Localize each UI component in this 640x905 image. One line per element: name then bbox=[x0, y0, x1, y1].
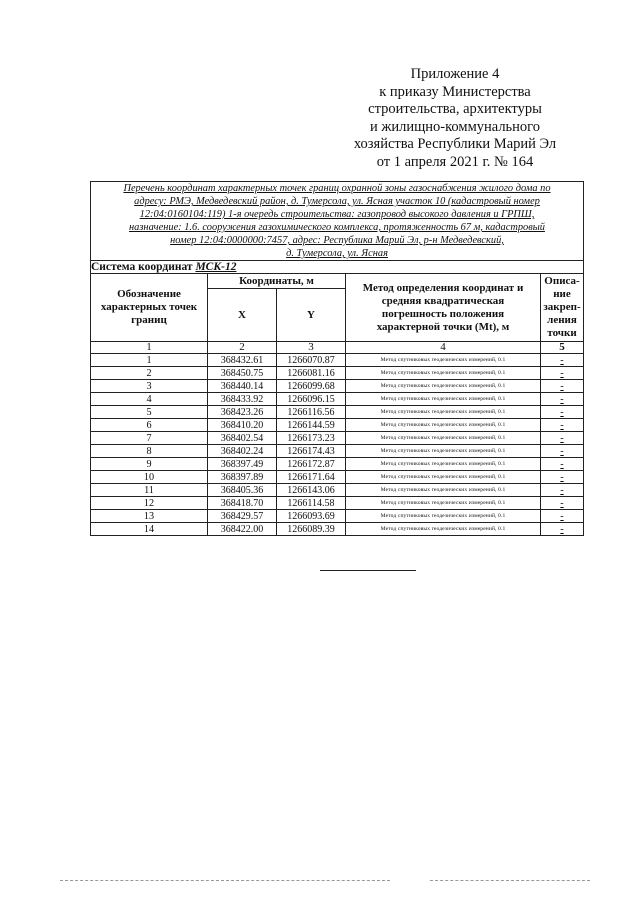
point-number-cell: 3 bbox=[91, 380, 208, 393]
point-number-cell: 9 bbox=[91, 458, 208, 471]
table-row bbox=[91, 523, 584, 536]
coordinate-system-label: Система координат bbox=[91, 261, 193, 273]
col-x-header: X bbox=[208, 289, 277, 342]
method-cell: Метод спутниковых геодезических измерений, 0.1 bbox=[346, 471, 541, 484]
col-number: 1 bbox=[91, 342, 208, 354]
x-cell: 368432.61 bbox=[208, 354, 277, 367]
x-cell: 368423.26 bbox=[208, 406, 277, 419]
description-cell: - bbox=[541, 367, 584, 380]
y-cell: 1266093.69 bbox=[277, 510, 346, 523]
col-method-header: Метод определения координат и средняя квадратическая погрешность положения характерной точки (Mt), м bbox=[346, 274, 541, 342]
table-row bbox=[91, 419, 584, 432]
description-line: д. Тумерсола, ул. Ясная bbox=[286, 248, 388, 259]
method-cell: Метод спутниковых геодезических измерений, 0.1 bbox=[346, 419, 541, 432]
x-cell: 368422.00 bbox=[208, 523, 277, 536]
point-number-cell: 1 bbox=[91, 354, 208, 367]
header-line: строительства, архитектуры bbox=[368, 101, 542, 117]
point-number-cell: 2 bbox=[91, 367, 208, 380]
point-number-cell: 8 bbox=[91, 445, 208, 458]
description-cell: - bbox=[541, 380, 584, 393]
col-number: 4 bbox=[346, 342, 541, 354]
point-number-cell: 12 bbox=[91, 497, 208, 510]
method-cell: Метод спутниковых геодезических измерений, 0.1 bbox=[346, 354, 541, 367]
method-cell: Метод спутниковых геодезических измерений, 0.1 bbox=[346, 497, 541, 510]
y-cell: 1266172.87 bbox=[277, 458, 346, 471]
description-line: адресу: РМЭ, Медведевский район, д. Тумерсола, ул. Ясная участок 10 (кадастровый номер bbox=[134, 196, 540, 207]
y-cell: 1266114.58 bbox=[277, 497, 346, 510]
divider bbox=[430, 880, 590, 881]
point-number-cell: 7 bbox=[91, 432, 208, 445]
method-cell: Метод спутниковых геодезических измерений, 0.1 bbox=[346, 458, 541, 471]
x-cell: 368402.24 bbox=[208, 445, 277, 458]
description-line: Перечень координат характерных точек границ охранной зоны газоснабжения жилого дома по bbox=[123, 183, 551, 194]
coordinates-table bbox=[90, 181, 584, 536]
header-line: и жилищно-коммунального bbox=[369, 118, 541, 135]
table-row bbox=[91, 484, 584, 497]
method-cell: Метод спутниковых геодезических измерений, 0.1 bbox=[346, 484, 541, 497]
y-cell: 1266144.59 bbox=[277, 419, 346, 432]
table-row bbox=[91, 510, 584, 523]
appendix-header bbox=[330, 66, 580, 171]
header-line: хозяйства Республики Марий Эл bbox=[353, 136, 557, 152]
table-row bbox=[91, 367, 584, 380]
y-cell: 1266089.39 bbox=[277, 523, 346, 536]
description-cell: - bbox=[541, 445, 584, 458]
col-number: 3 bbox=[277, 342, 346, 354]
table-row bbox=[91, 445, 584, 458]
description-line: номер 12:04:0000000:7457, адрес: Республика Марий Эл, р-н Медведевский, bbox=[170, 235, 504, 246]
method-cell: Метод спутниковых геодезических измерений, 0.1 bbox=[346, 510, 541, 523]
table-row bbox=[91, 497, 584, 510]
table-row bbox=[91, 393, 584, 406]
table-row bbox=[91, 406, 584, 419]
description-cell: - bbox=[541, 393, 584, 406]
col-number: 2 bbox=[208, 342, 277, 354]
table-row bbox=[91, 458, 584, 471]
point-number-cell: 11 bbox=[91, 484, 208, 497]
y-cell: 1266171.64 bbox=[277, 471, 346, 484]
col-number: 5 bbox=[541, 342, 584, 354]
table-row bbox=[91, 380, 584, 393]
x-cell: 368433.92 bbox=[208, 393, 277, 406]
header-line: к приказу Министерства bbox=[379, 83, 531, 100]
method-cell: Метод спутниковых геодезических измерений, 0.1 bbox=[346, 380, 541, 393]
description-cell: - bbox=[541, 419, 584, 432]
description-cell: - bbox=[541, 432, 584, 445]
coordinate-system bbox=[91, 261, 584, 274]
x-cell: 368402.54 bbox=[208, 432, 277, 445]
y-cell: 1266173.23 bbox=[277, 432, 346, 445]
x-cell: 368440.14 bbox=[208, 380, 277, 393]
point-number-cell: 4 bbox=[91, 393, 208, 406]
x-cell: 368418.70 bbox=[208, 497, 277, 510]
table-row bbox=[91, 471, 584, 484]
point-number-cell: 5 bbox=[91, 406, 208, 419]
x-cell: 368397.89 bbox=[208, 471, 277, 484]
method-cell: Метод спутниковых геодезических измерений, 0.1 bbox=[346, 445, 541, 458]
col-point-header: Обозначение характерных точек границ bbox=[91, 274, 208, 342]
method-cell: Метод спутниковых геодезических измерений, 0.1 bbox=[346, 393, 541, 406]
description-cell: - bbox=[541, 497, 584, 510]
x-cell: 368450.75 bbox=[208, 367, 277, 380]
method-cell: Метод спутниковых геодезических измерений, 0.1 bbox=[346, 432, 541, 445]
description-cell: - bbox=[541, 354, 584, 367]
description-line: назначение: 1.6. сооружения газохимического комплекса, протяженность 67 м, кадастровый bbox=[129, 222, 545, 233]
y-cell: 1266116.56 bbox=[277, 406, 346, 419]
col-desc-header: Описа-ние закреп-ления точки bbox=[541, 274, 584, 342]
table-row bbox=[91, 354, 584, 367]
method-cell: Метод спутниковых геодезических измерений, 0.1 bbox=[346, 523, 541, 536]
point-number-cell: 13 bbox=[91, 510, 208, 523]
y-cell: 1266174.43 bbox=[277, 445, 346, 458]
point-number-cell: 6 bbox=[91, 419, 208, 432]
x-cell: 368405.36 bbox=[208, 484, 277, 497]
description-cell: - bbox=[541, 510, 584, 523]
divider bbox=[60, 880, 390, 881]
y-cell: 1266070.87 bbox=[277, 354, 346, 367]
x-cell: 368429.57 bbox=[208, 510, 277, 523]
col-coords-header: Координаты, м bbox=[208, 274, 346, 289]
header-line: от 1 апреля 2021 г. № 164 bbox=[376, 153, 534, 170]
y-cell: 1266099.68 bbox=[277, 380, 346, 393]
method-cell: Метод спутниковых геодезических измерений, 0.1 bbox=[346, 406, 541, 419]
y-cell: 1266096.15 bbox=[277, 393, 346, 406]
description-cell: - bbox=[541, 406, 584, 419]
point-number-cell: 14 bbox=[91, 523, 208, 536]
description-cell: - bbox=[541, 458, 584, 471]
coordinate-system-value: МСК-12 bbox=[195, 261, 237, 273]
x-cell: 368397.49 bbox=[208, 458, 277, 471]
header-line: Приложение 4 bbox=[410, 66, 500, 82]
divider bbox=[320, 570, 416, 571]
description-cell: - bbox=[541, 523, 584, 536]
x-cell: 368410.20 bbox=[208, 419, 277, 432]
col-y-header: Y bbox=[277, 289, 346, 342]
description-cell: - bbox=[541, 484, 584, 497]
description-cell: - bbox=[541, 471, 584, 484]
method-cell: Метод спутниковых геодезических измерений, 0.1 bbox=[346, 367, 541, 380]
table-row bbox=[91, 432, 584, 445]
y-cell: 1266081.16 bbox=[277, 367, 346, 380]
description-line: 12:04:0160104:119) 1-я очередь строительства: газопровод высокого давления и ГРПШ, bbox=[139, 209, 535, 220]
table-description bbox=[91, 182, 584, 261]
y-cell: 1266143.06 bbox=[277, 484, 346, 497]
point-number-cell: 10 bbox=[91, 471, 208, 484]
